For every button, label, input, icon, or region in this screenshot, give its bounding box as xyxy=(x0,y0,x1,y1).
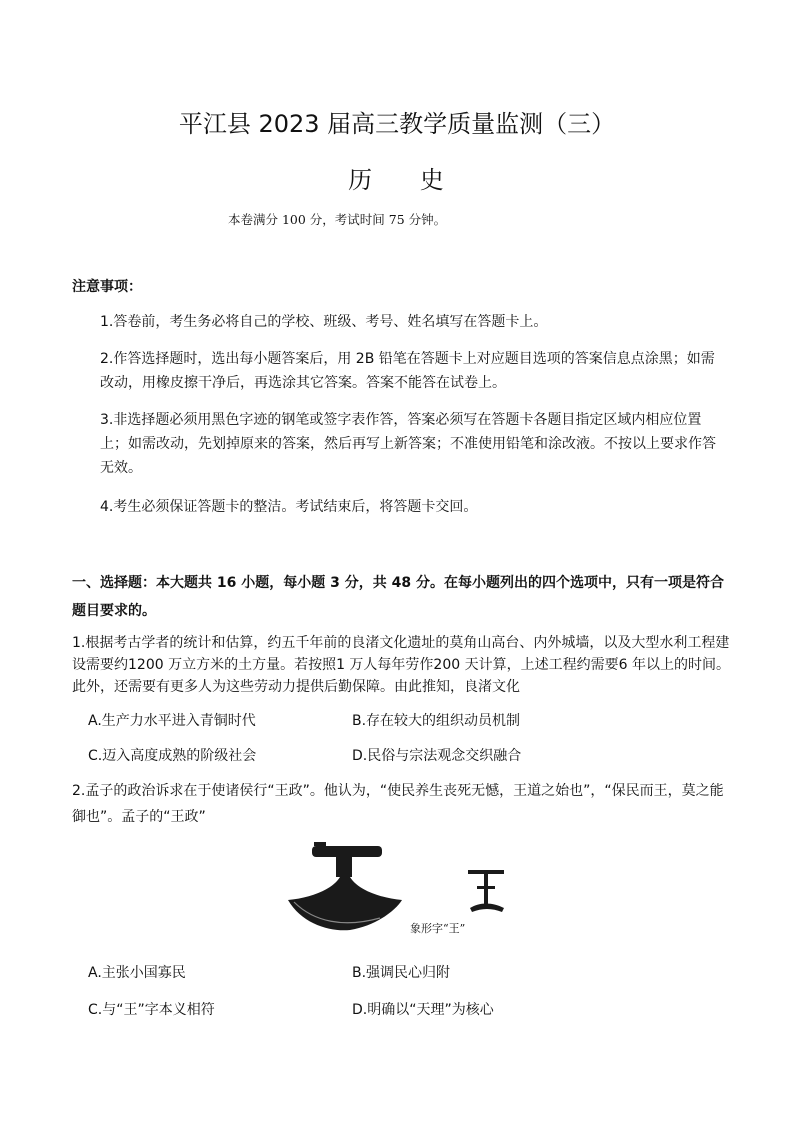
q2-option-a: A.主张小国寡民 xyxy=(88,965,186,981)
q1-option-a: A.生产力水平进入青铜时代 xyxy=(88,713,256,729)
question-2-stem: 2.孟子的政治诉求在于使诸侯行“王政”。他认为，“使民养生丧死无憾，王道之始也”，“保民而王，莫之能御也”。孟子的“王政” xyxy=(72,783,724,825)
figure-caption: 象形字“王” xyxy=(410,922,466,935)
axe-and-wang-character-figure xyxy=(284,840,514,940)
q2-option-d: D.明确以“天理”为核心 xyxy=(352,1002,494,1018)
q2-option-b: B.强调民心归附 xyxy=(352,965,451,981)
section-heading: 一、选择题：本大题共 16 小题，每小题 3 分，共 48 分。在每小题列出的四个选项中，只有一项是符合题目要求的。 xyxy=(72,575,724,619)
exam-title: 平江县 2023 届高三教学质量监测（三） xyxy=(178,110,616,138)
subject-title: 历 史 xyxy=(348,166,464,194)
wang-pictograph-icon xyxy=(468,870,504,912)
notice-text: 1.答卷前，考生务必将自己的学校、班级、考号、姓名填写在答题卡上。 xyxy=(100,314,548,330)
bronze-axe-icon xyxy=(288,842,402,930)
notice-item-2 xyxy=(72,347,724,395)
notice-heading: 注意事项： xyxy=(72,279,142,295)
notice-text: 4.考生必须保证答题卡的整洁。考试结束后，将答题卡交回。 xyxy=(100,499,478,515)
notice-text: 2.作答选择题时，选出每小题答案后，用 2B 铅笔在答题卡上对应题目选项的答案信息点涂黑；如需改动，用橡皮擦干净后，再选涂其它答案。答案不能答在试卷上。 xyxy=(100,351,715,391)
q1-option-b: B.存在较大的组织动员机制 xyxy=(352,713,521,729)
q1-option-d: D.民俗与宗法观念交织融合 xyxy=(352,748,522,764)
q1-option-c: C.迈入高度成熟的阶级社会 xyxy=(88,748,257,764)
score-time-note: 本卷满分 100 分，考试时间 75 分钟。 xyxy=(228,212,447,227)
notice-item-4 xyxy=(72,495,724,519)
notice-item-3 xyxy=(72,408,724,480)
notice-text: 3.非选择题必须用黑色字迹的钢笔或签字表作答，答案必须写在答题卡各题目指定区域内相应位置上；如需改动，先划掉原来的答案，然后再写上新答案；不准使用铅笔和涂改液。不按以上要求作答无效。 xyxy=(100,412,716,476)
notice-item-1 xyxy=(72,310,724,334)
question-1-stem: 1.根据考古学者的统计和估算，约五千年前的良渚文化遗址的莫角山高台、内外城墙，以及大型水利工程建设需要约1200 万立方米的土方量。若按照1 万人每年劳作200 天计算，上述工程约需要6 年以上的时间。此外，还需要有更多人为这些劳动力提供后勤保障。由此推知，良渚文化 xyxy=(72,635,730,695)
q2-option-c: C.与“王”字本义相符 xyxy=(88,1002,215,1018)
